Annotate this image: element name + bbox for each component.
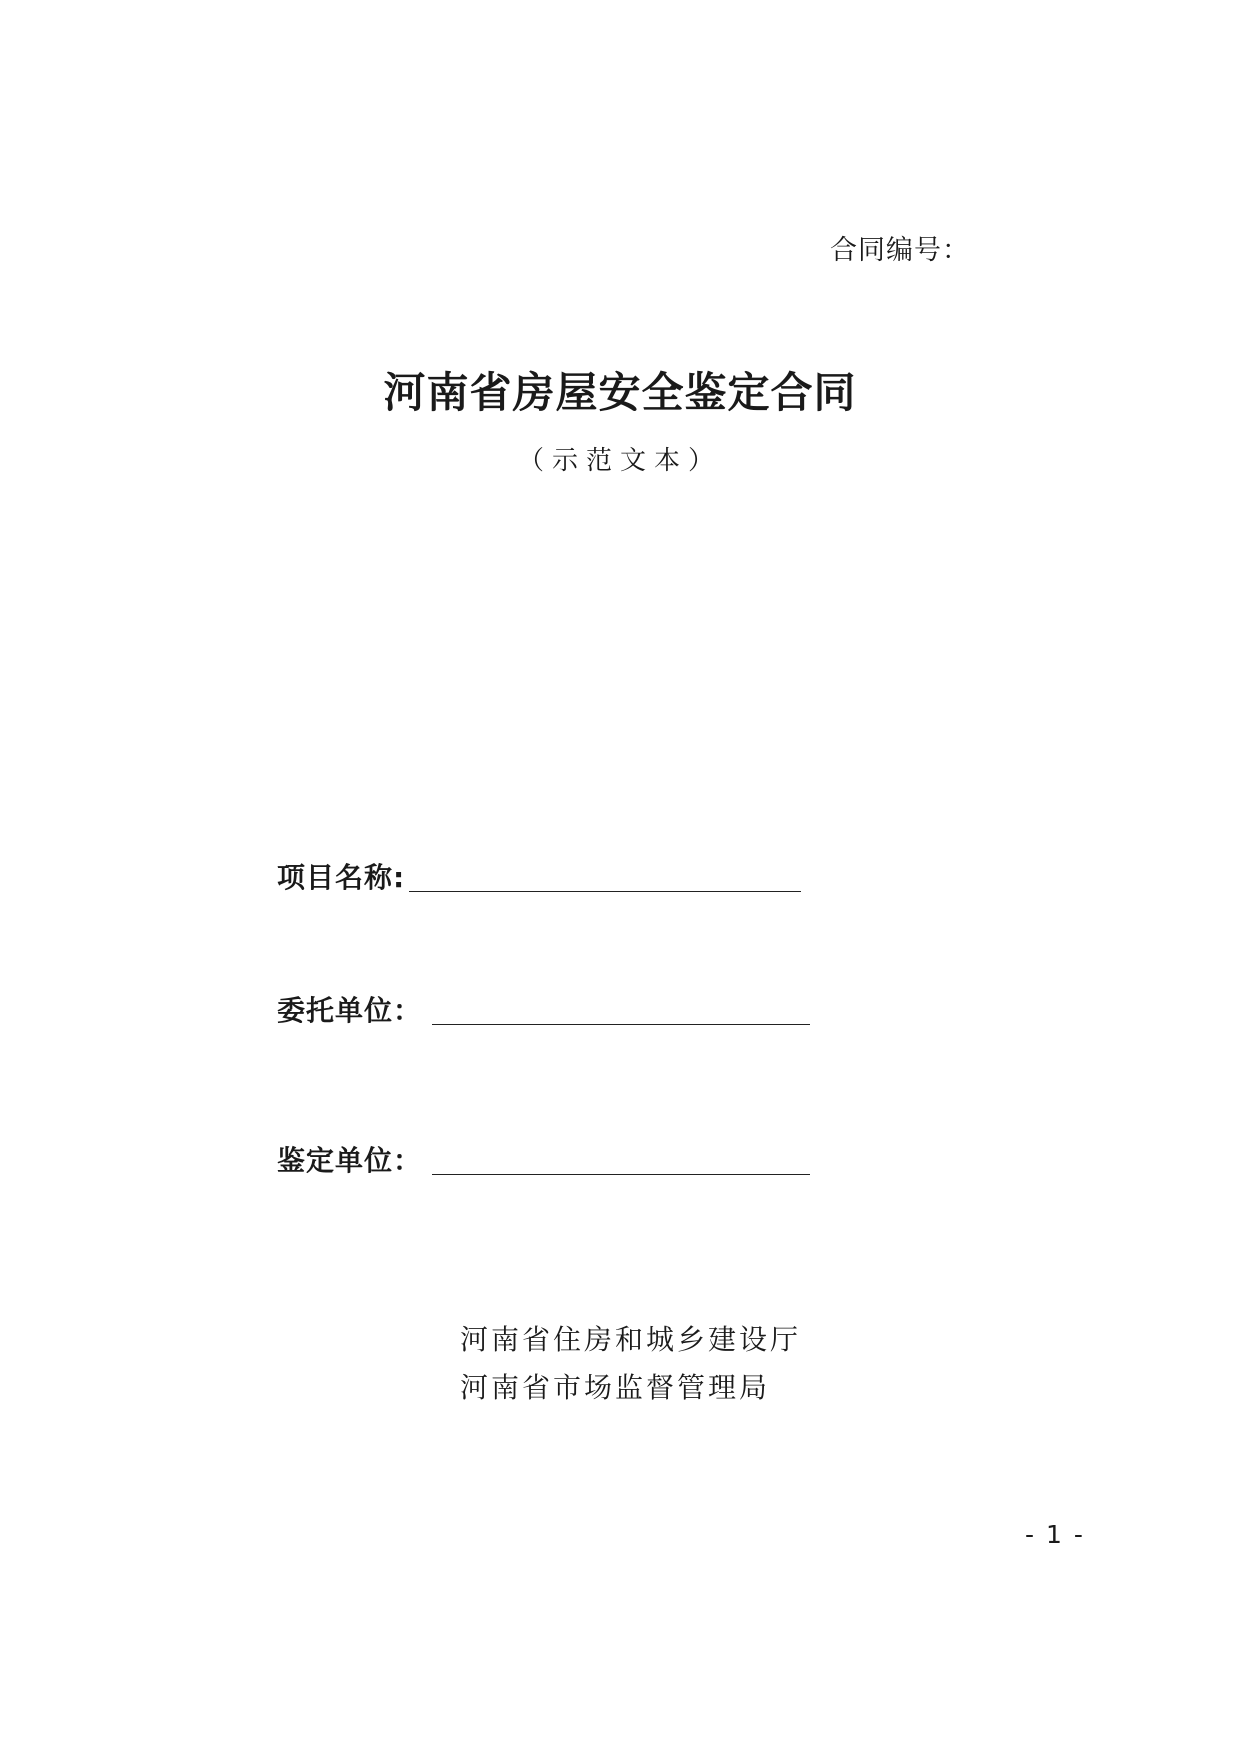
- issuer-market-regulation-bureau: 河南省市场监督管理局: [460, 1371, 771, 1404]
- issuer-housing-department: 河南省住房和城乡建设厅: [460, 1323, 802, 1356]
- contract-number-label: 合同编号：: [830, 235, 970, 266]
- client-unit-field: [277, 989, 810, 1029]
- document-subtitle: （示范文本）: [517, 446, 722, 476]
- project-name-blank[interactable]: [409, 861, 801, 892]
- page-number: - 1 -: [1025, 1520, 1085, 1549]
- document-title: 河南省房屋安全鉴定合同: [383, 368, 857, 417]
- appraisal-unit-label: 鉴定单位：: [277, 1144, 423, 1177]
- project-name-field: [277, 856, 801, 896]
- client-unit-label: 委托单位：: [277, 994, 423, 1027]
- appraisal-unit-field: [277, 1139, 810, 1179]
- project-name-label: 项目名称:: [277, 861, 406, 894]
- client-unit-blank[interactable]: [432, 994, 810, 1025]
- appraisal-unit-blank[interactable]: [432, 1144, 810, 1175]
